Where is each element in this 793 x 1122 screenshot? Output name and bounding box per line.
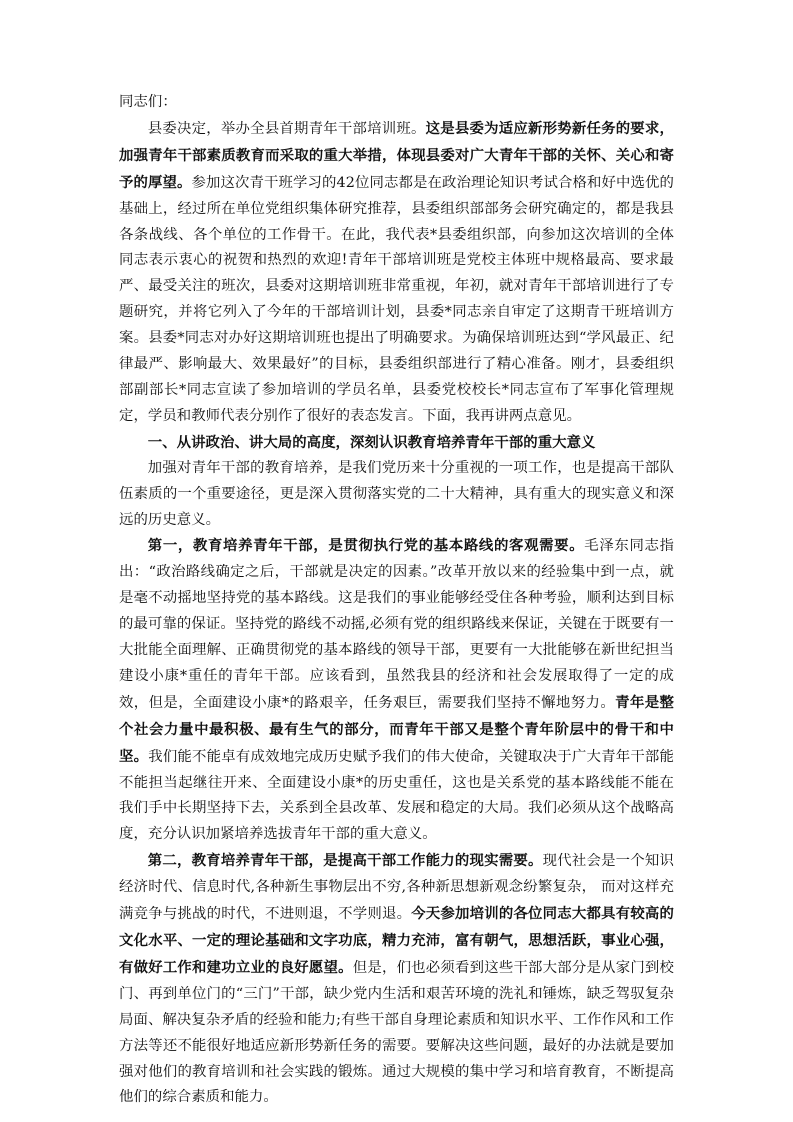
- salutation: 同志们：: [119, 94, 177, 110]
- text-segment: 但是，们也必须看到这些干部大部分是从家门到校门、再到单位门的“三门”干部，缺少党内生活和艰苦环境的洗礼和锤炼，缺乏驾驭复杂局面、解决复杂矛盾的经验和能力;有些干部自身理论素质和知识水平、工作作风和工作方法等还不能很好地适应新形势新任务的需要。要解决这些问题，最好的办法就是要加强对他们的教育培训和社会实践的锻炼。通过大规模的集中学习和培育教育，不断提高他们的综合素质和能力。: [119, 959, 674, 1106]
- text-segment: 现代社会是一个知识经济时代、信息时代,各种新生事物层出不穷,各种新思想新观念纷繁复杂， 而对这样充满竞争与挑战的时代，不进则退，不学则退。: [119, 853, 674, 923]
- text-segment: 参加这次青干班学习的42位同志都是在政治理论知识考试合格和好中选优的基础上，经过所在单位党组织集体研究推荐，县委组织部部务会研究确定的，都是我县各条战线、各个单位的工作骨干。在此，我代表*县委组织部，向参加这次培训的全体同志表示衷心的祝贺和热烈的欢迎!青年干部培训班是党校主体班中规格最高、要求最严、最受关注的班次，县委对这期培训班非常重视，年初，就对青年干部培训进行了专题研究，并将它列入了今年的干部培训计划，县委*同志亲自审定了这期青干班培训方案。县委*同志对办好这期培训班也提出了明确要求。为确保培训班达到“学风最正、纪律最严、影响最大、效果最好”的目标，县委组织部进行了精心准备。刚才，县委组织部副部长*同志宣读了参加培训的学员名单，县委党校校长*同志宣布了军事化管理规定，学员和教师代表分别作了很好的表态发言。下面，我再讲两点意见。: [119, 174, 674, 424]
- section-heading: 一、从讲政治、讲大局的高度，深刻认识教育培养青年干部的重大意义: [147, 433, 596, 451]
- paragraph-first-point: [119, 533, 674, 848]
- text-segment: 毛泽东同志指出：“政治路线确定之后，干部就是决定的因素。”改革开放以来的经验集中到一点，就是毫不动摇地坚持党的基本路线。这是我们的事业能够经受住各种考验，顺利达到目标的最可靠的保证。坚持党的路线不动摇,必须有党的组织路线来保证，关键在于既要有一大批能全面理解、正确贯彻党的基本路线的领导干部，更要有一大批能够在新世纪担当建设小康*重任的青年干部。应该看到，虽然我县的经济和社会发展取得了一定的成效，但是，全面建设小康*的路艰辛，任务艰巨，需要我们坚持不懈地努力。: [119, 538, 674, 711]
- bold-text-segment: 第一，教育培养青年干部，是贯彻执行党的基本路线的客观需要。: [147, 537, 585, 555]
- text-segment: 加强对青年干部的教育培养，是我们党历来十分重视的一项工作，也是提高干部队伍素质的一个重要途径，更是深入贯彻落实党的二十大精神，具有重大的现实意义和深远的历史意义。: [119, 459, 674, 528]
- bold-text-segment: 今天参加培训的各位同志大都具有较高的文化水平、一定的理论基础和文字功底，精力充沛，富有朝气，思想活跃，事业心强，有做好工作和建功立业的良好愿望。: [119, 905, 674, 976]
- paragraph-opening: [119, 116, 674, 430]
- text-segment: 县委决定，举办全县首期青年干部培训班。: [147, 120, 426, 137]
- text-segment: 我们能不能卓有成效地完成历史赋予我们的伟大使命，关键取决于广大青年干部能不能担当起继往开来、全面建设小康*的历史重任，这也是关系党的基本路线能不能在我们手中长期坚持下去，关系到全县改革、发展和稳定的大局。我们必须从这个战略高度，充分认识加紧培养选拔青年干部的重大意义。: [119, 748, 674, 843]
- paragraph-second-point: [119, 848, 674, 1111]
- bold-text-segment: 第二，教育培养青年干部，是提高干部工作能力的现实需要。: [147, 852, 543, 870]
- bold-text-segment: 这是县委为适应新形势新任务的要求，加强青年干部素质教育而采取的重大举措，体现县委对广大青年干部的关怀、关心和寄予的厚望。: [119, 119, 674, 191]
- paragraph-intro: [119, 456, 674, 534]
- document-page: [119, 90, 674, 1111]
- bold-text-segment: 青年是整个社会力量中最积极、最有生气的部分，而青年干部又是整个青年阶层中的骨干和中坚。: [119, 693, 674, 765]
